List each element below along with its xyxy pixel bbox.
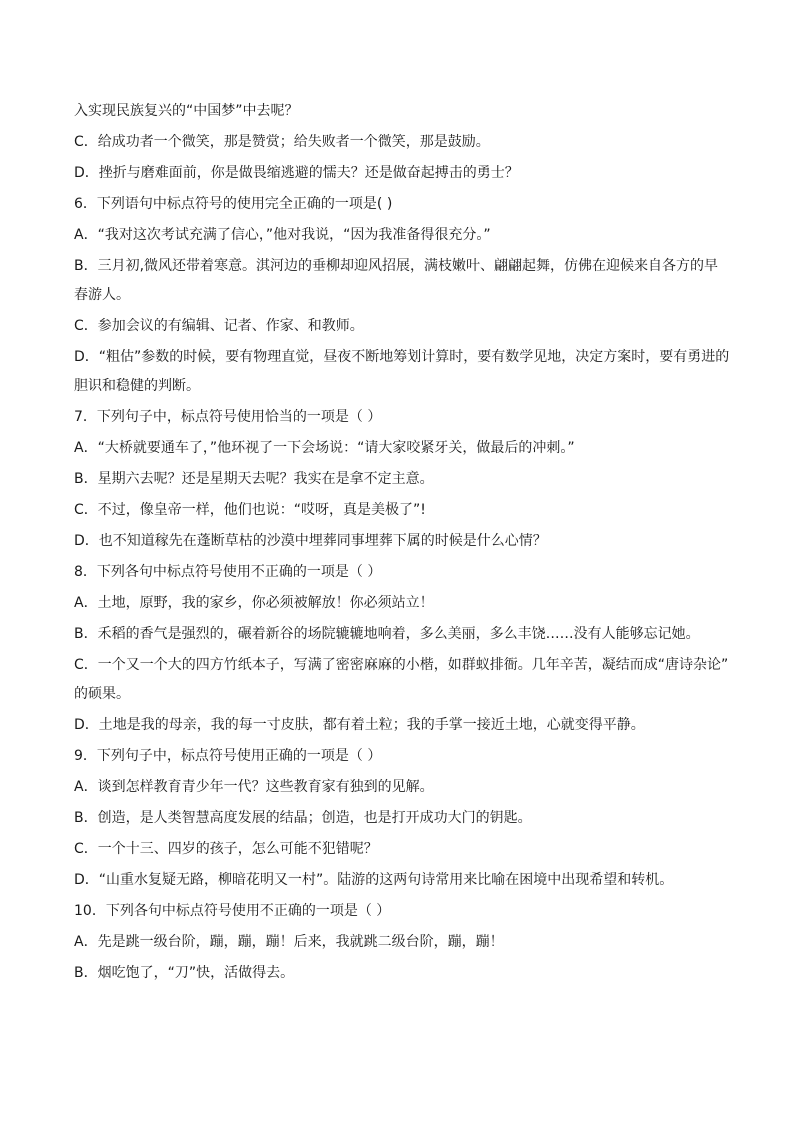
question-10-stem: 10．下列各句中标点符号使用不正确的一项是（ ） — [74, 903, 391, 919]
question-7-option-b: B．星期六去呢？还是星期天去呢？我实在是拿不定主意。 — [74, 471, 434, 487]
question-10-option-b: B．烟吃饱了，“刀”快，活做得去。 — [74, 965, 295, 981]
question-8-option-b: B．禾稻的香气是强烈的，碾着新谷的场院辘辘地响着，多么美丽，多么丰饶……没有人能够忘记她。 — [74, 626, 700, 642]
question-8-stem: 8．下列各句中标点符号使用不正确的一项是（ ） — [74, 564, 382, 580]
option-c-line: C．给成功者一个微笑，那是赞赏；给失败者一个微笑，那是鼓励。 — [74, 134, 490, 150]
document-page — [74, 102, 734, 995]
question-9-option-b: B．创造，是人类智慧高度发展的结晶；创造，也是打开成功大门的钥匙。 — [74, 810, 532, 826]
question-6-option-b-continued: 春游人。 — [74, 287, 130, 303]
question-10-option-a: A．先是跳一级台阶，蹦，蹦，蹦！后来，我就跳二级台阶，蹦，蹦！ — [74, 934, 504, 950]
question-8-option-c: C．一个又一个大的四方竹纸本子，写满了密密麻麻的小楷，如群蚁排衙。几年辛苦，凝结而成“唐诗杂论” — [74, 657, 729, 673]
question-6-stem: 6．下列语句中标点符号的使用完全正确的一项是( ) — [74, 196, 393, 212]
question-6-option-b: B．三月初,微风还带着寒意。淇河边的垂柳却迎风招展，满枝嫩叶、翩翩起舞，仿佛在迎候来自各方的早 — [74, 258, 719, 274]
question-6-option-c: C．参加会议的有编辑、记者、作家、和教师。 — [74, 318, 364, 334]
question-7-stem: 7．下列句子中，标点符号使用恰当的一项是（ ） — [74, 409, 382, 425]
question-8-option-c-continued: 的硕果。 — [74, 686, 130, 702]
question-9-option-a: A．谈到怎样教育青少年一代？这些教育家有独到的见解。 — [74, 779, 434, 795]
question-6-option-a: A．“我对这次考试充满了信心，”他对我说，“因为我准备得很充分。” — [74, 227, 491, 243]
question-9-option-d: D．“山重水复疑无路，柳暗花明又一村”。陆游的这两句诗常用来比喻在困境中出现希望和转机。 — [74, 872, 674, 888]
option-d-line: D．挫折与磨难面前，你是做畏缩逃避的懦夫？还是做奋起搏击的勇士？ — [74, 165, 519, 181]
text-line: 入实现民族复兴的“中国梦”中去呢？ — [74, 103, 299, 119]
question-9-stem: 9．下列句子中，标点符号使用正确的一项是（ ） — [74, 748, 382, 764]
question-6-option-d-continued: 胆识和稳健的判断。 — [74, 378, 200, 394]
question-8-option-a: A．土地，原野，我的家乡，你必须被解放！你必须站立！ — [74, 595, 434, 611]
question-9-option-c: C．一个十三、四岁的孩子，怎么可能不犯错呢？ — [74, 841, 378, 857]
question-7-option-a: A．“大桥就要通车了，”他环视了一下会场说：“请大家咬紧牙关，做最后的冲刺。” — [74, 440, 575, 456]
question-7-option-c: C．不过，像皇帝一样，他们也说：“哎呀，真是美极了”! — [74, 502, 426, 518]
question-6-option-d: D．“粗估”参数的时候，要有物理直觉，昼夜不断地筹划计算时，要有数学见地，决定方案时，要有勇进的 — [74, 349, 730, 365]
question-8-option-d: D．土地是我的母亲，我的每一寸皮肤，都有着土粒；我的手掌一接近土地，心就变得平静。 — [74, 717, 645, 733]
question-7-option-d: D．也不知道稼先在蓬断草枯的沙漠中埋葬同事埋葬下属的时候是什么心情？ — [74, 533, 547, 549]
